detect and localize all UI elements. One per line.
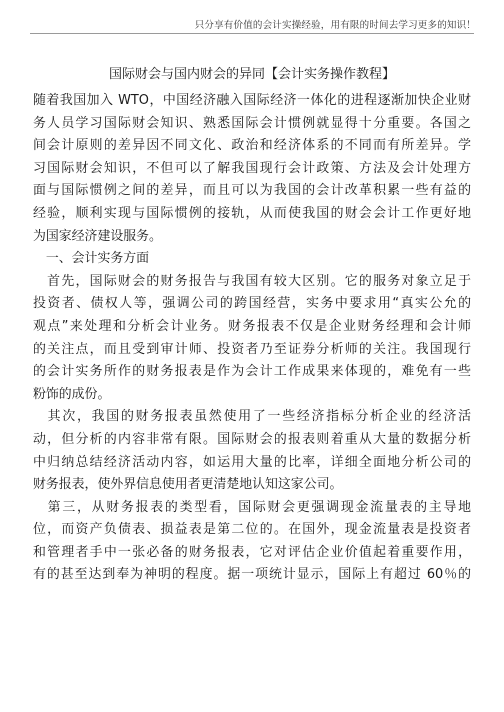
text-line: 观点”来处理和分析会计业务。财务报表不仅是企业财务经理和会计师 bbox=[33, 318, 471, 334]
text-line: 其次，我国的财务报表虽然使用了一些经济指标分析企业的经济活 bbox=[33, 409, 471, 425]
text-line: 随着我国加入 WTO，中国经济融入国际经济一体化的进程逐渐加快企业财 bbox=[33, 93, 471, 108]
text-line: 中归纳总结经济活动内容，如运用大量的比率，详细全面地分析公司的 bbox=[33, 454, 471, 470]
document-body bbox=[33, 90, 471, 587]
text-line: 财务报表，使外界信息使用者更清楚地认知这家公司。 bbox=[33, 477, 343, 493]
text-line: 首先，国际财会的财务报告与我国有较大区别。它的服务对象立足于 bbox=[33, 273, 471, 289]
page-header-note: 只分享有价值的会计实操经验，用有限的时间去学习更多的知识！ bbox=[194, 20, 476, 31]
header-divider bbox=[30, 33, 474, 34]
text-line: 第三，从财务报表的类型看，国际财会更强调现金流量表的主导地 bbox=[33, 499, 471, 515]
text-line: 有的甚至达到奉为神明的程度。据一项统计显示，国际上有超过 60％的 bbox=[33, 567, 471, 583]
text-line: 位，而资产负债表、损益表是第二位的。在国外，现金流量表是投资者 bbox=[33, 522, 471, 538]
text-line: 和管理者手中一张必备的财务报表，它对评估企业价值起着重要作用， bbox=[33, 544, 471, 560]
text-line: 粉饰的成份。 bbox=[33, 386, 111, 402]
text-line: 间会计原则的差异因不同文化、政治和经济体系的不同而有所差异。学 bbox=[33, 138, 471, 154]
document-title: 国际财会与国内财会的异同【会计实务操作教程】 bbox=[108, 67, 395, 82]
text-line: 为国家经济建设服务。 bbox=[33, 228, 162, 244]
text-line: 投资者、债权人等，强调公司的跨国经营，实务中要求用“真实公允的 bbox=[33, 296, 471, 312]
text-line: 经验，顺利实现与国际惯例的接轨，从而使我国的财会会计工作更好地 bbox=[33, 205, 471, 221]
text-line: 的会计实务所作的财务报表是作为会计工作成果来体现的，难免有一些 bbox=[33, 364, 471, 380]
text-line: 动，但分析的内容非常有限。国际财会的报表则着重从大量的数据分析 bbox=[33, 431, 471, 447]
text-line: 的关注点，而且受到审计师、投资者乃至证券分析师的关注。我国现行 bbox=[33, 341, 471, 357]
text-line: 一、会计实务方面 bbox=[33, 251, 150, 267]
text-line: 习国际财会知识，不但可以了解我国现行会计政策、方法及会计处理方 bbox=[33, 160, 471, 176]
text-line: 务人员学习国际财会知识、熟悉国际会计惯例就显得十分重要。各国之 bbox=[33, 115, 471, 131]
text-line: 面与国际惯例之间的差异，而且可以为我国的会计改革积累一些有益的 bbox=[33, 183, 471, 199]
